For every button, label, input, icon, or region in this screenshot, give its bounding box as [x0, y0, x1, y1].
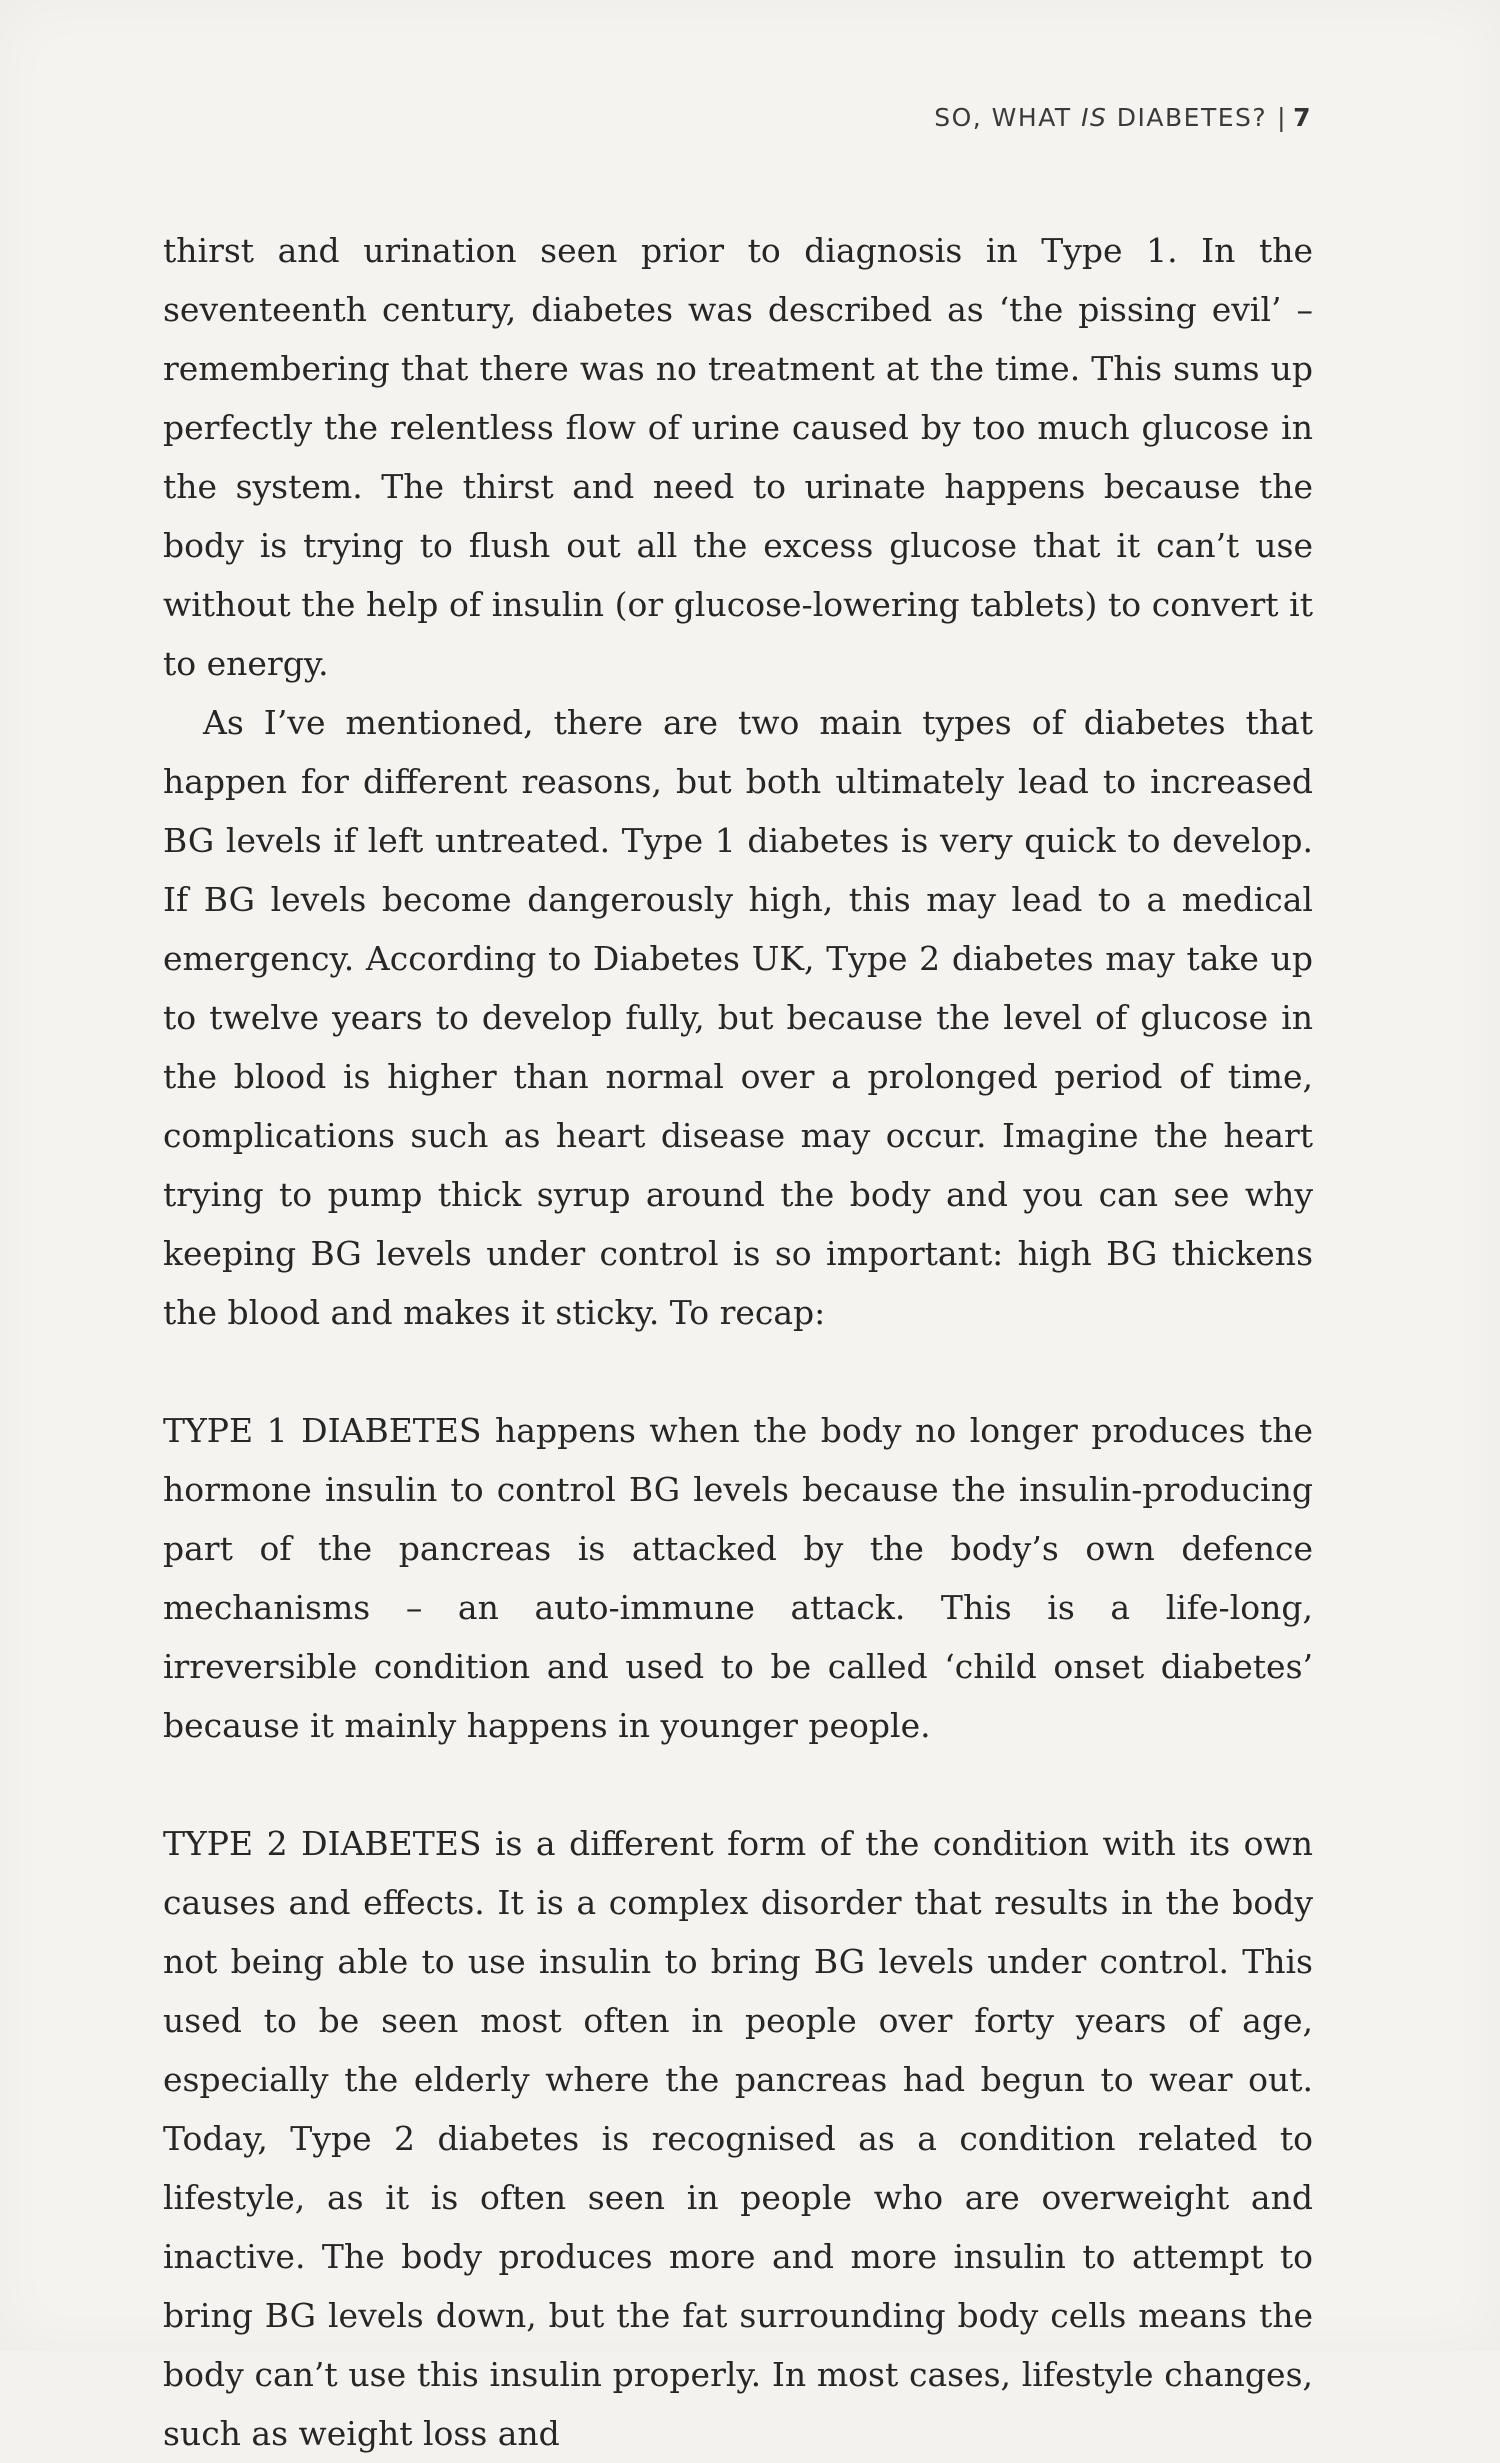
paragraph-type-1-definition: TYPE 1 DIABETES happens when the body no longer produces the hormone insulin to control BG levels because the insulin-producing part of the pancreas is attacked by the body’s own defence mechanisms – an auto-immune attack. This is a life-long, irreversible condition and used to be called ‘child onset diabetes’ because it mainly happens in younger people. [163, 1411, 1313, 1745]
running-title-end: DIABETES? [1107, 103, 1268, 132]
paragraph-types-overview: As I’ve mentioned, there are two main types of diabetes that happen for different reasons, but both ultimately lead to increased BG levels if left untreated. Type 1 diabetes is very quick to develop. If BG levels become dangerously high, this may lead to a medical emergency. According to Diabetes UK, Type 2 diabetes may take up to twelve years to develop fully, but because the level of glucose in the blood is higher than normal over a prolonged period of time, complications such as heart disease may occur. Imagine the heart trying to pump thick syrup around the body and you can see why keeping BG levels under control is so important: high BG thickens the blood and makes it sticky. To recap: [163, 703, 1313, 1332]
running-header [934, 103, 1312, 132]
paragraph-continued: thirst and urination seen prior to diagnosis in Type 1. In the seventeenth century, diabetes was described as ‘the pissing evil’ – remembering that there was no treatment at the time. This sums up perfectly the relentless flow of urine caused by too much glucose in the system. The thirst and need to urinate happens because the body is trying to flush out all the excess glucose that it can’t use without the help of insulin (or glucose-lowering tablets) to convert it to energy. [163, 231, 1313, 683]
paragraph-type-2-definition: TYPE 2 DIABETES is a different form of the condition with its own causes and effects. It is a complex disorder that results in the body not being able to use insulin to bring BG levels under control. This used to be seen most often in people over forty years of age, especially the elderly where the pancreas had begun to wear out. Today, Type 2 diabetes is recognised as a condition related to lifestyle, as it is often seen in people who are overweight and inactive. The body produces more and more insulin to attempt to bring BG levels down, but the fat surrounding body cells means the body can’t use this insulin properly. In most cases, lifestyle changes, such as weight loss and [163, 1824, 1313, 2453]
body-text [163, 221, 1313, 2463]
running-title-start: SO, WHAT [934, 103, 1082, 132]
header-separator: | [1277, 103, 1288, 132]
running-title-emphasis: IS [1081, 103, 1108, 132]
page-number: 7 [1293, 103, 1312, 132]
